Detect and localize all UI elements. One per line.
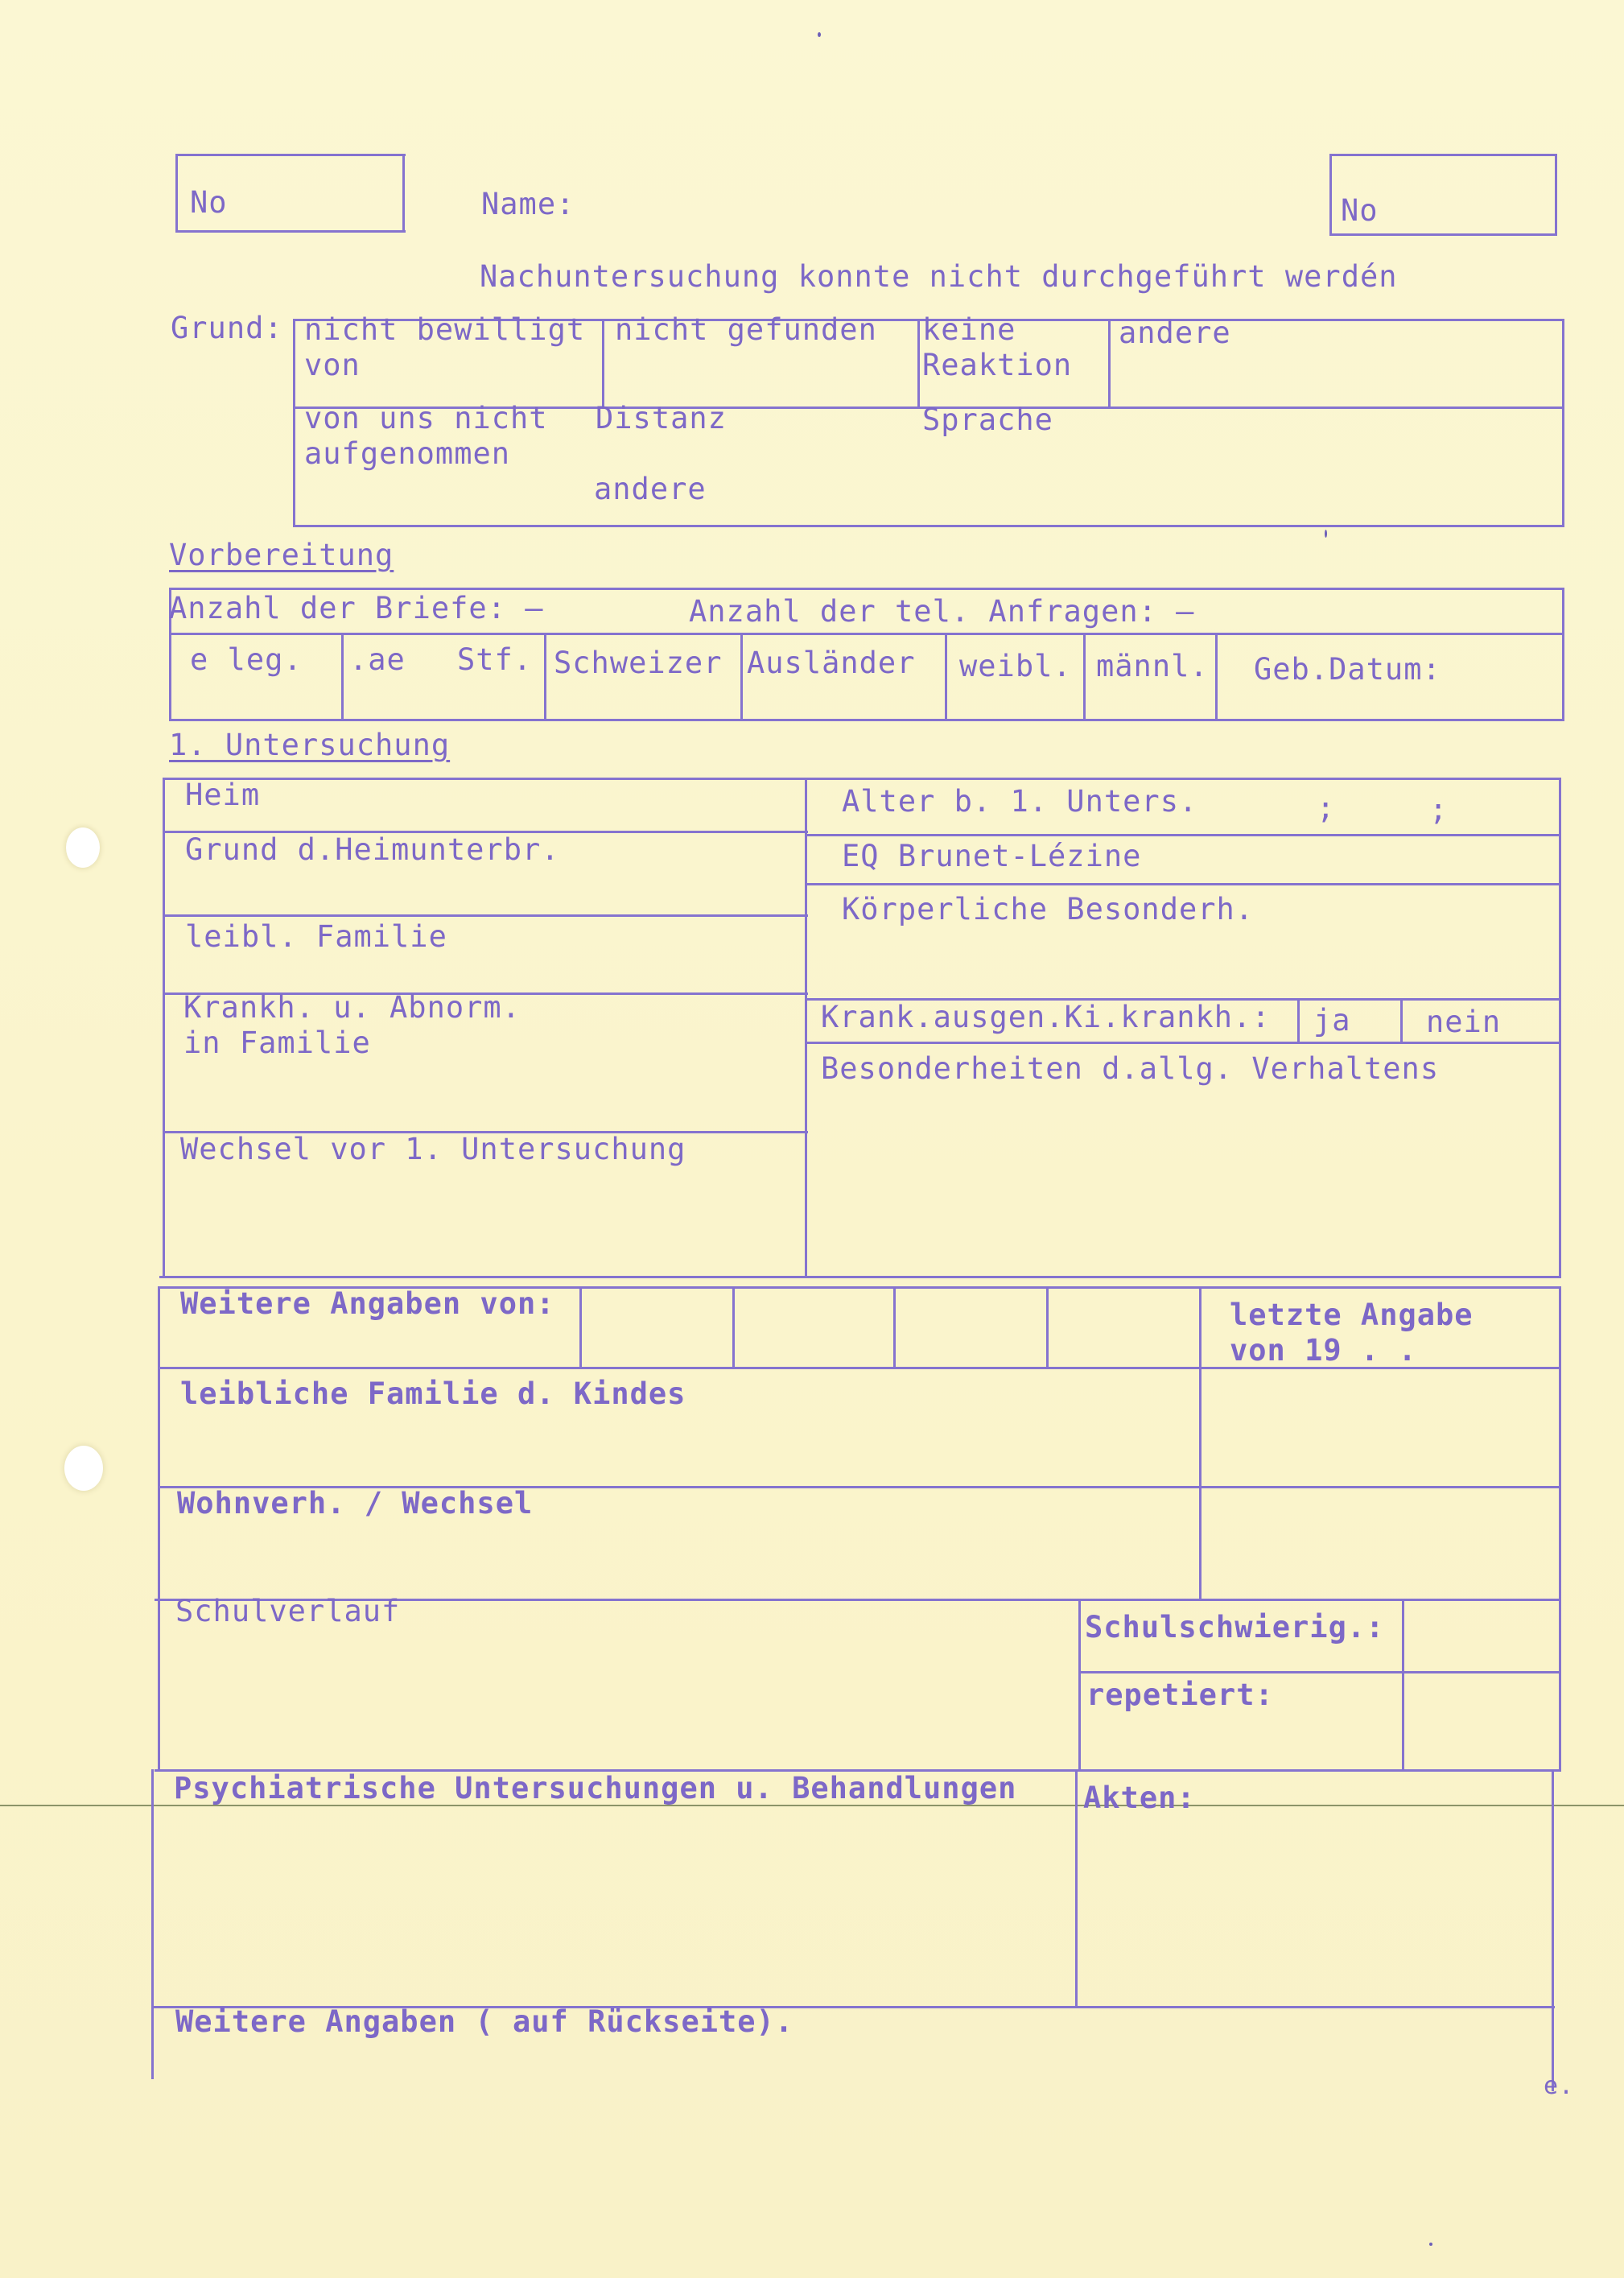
nein-label: nein (1426, 1005, 1502, 1039)
unt-right-1 (807, 834, 1561, 836)
grund-bottom (293, 525, 1564, 527)
unt-right-2 (807, 883, 1561, 885)
ink-speck (1429, 2243, 1432, 2246)
weit-schul-l (1078, 1599, 1081, 1769)
unt-left-2 (163, 914, 808, 917)
weitere-angaben-von: Weitere Angaben von: (180, 1286, 555, 1321)
name-label: Name: (481, 187, 575, 221)
weitere-angaben-rueckseite: Weitere Angaben ( auf Rückseite). (175, 2004, 794, 2039)
vorb-mid (169, 633, 1564, 635)
grund-nicht-gefunden: nicht gefunden (615, 312, 877, 347)
unt-nein-l (1400, 998, 1403, 1042)
grund-l (293, 319, 295, 526)
followup-note: Nachuntersuchung konnte nicht durchgeführt werdén (480, 259, 1398, 294)
weit-schul-div (1078, 1671, 1561, 1673)
weit-hdr-2 (732, 1286, 735, 1368)
grund-keine-reaktion: keine Reaktion (922, 312, 1073, 382)
e-leg: e leg. (190, 642, 303, 677)
vorb-div5 (1083, 633, 1086, 720)
koerperliche-besonderh: Körperliche Besonderh. (842, 892, 1255, 926)
grund-heimunterbr: Grund d.Heimunterbr. (185, 832, 560, 867)
grund-nicht-aufgenommen: von uns nicht aufgenommen (304, 401, 548, 471)
semicolon-2: ; (1429, 792, 1449, 827)
grund-sprache: Sprache (922, 402, 1053, 437)
anzahl-anfragen: Anzahl der tel. Anfragen: — (689, 594, 1195, 629)
unt-r (1559, 778, 1561, 1277)
unt-ja-l (1297, 998, 1300, 1042)
wechsel-vor: Wechsel vor 1. Untersuchung (180, 1132, 686, 1166)
unt-mid (805, 778, 807, 1277)
semicolon-1: ; (1317, 790, 1336, 825)
grund-andere-1: andere (1119, 316, 1231, 350)
no-box-right-bottom (1329, 233, 1557, 236)
weit-hdr-3 (893, 1286, 896, 1368)
ja-label: ja (1313, 1003, 1351, 1038)
unt-top (163, 778, 1561, 780)
weit-letzte-l (1199, 1286, 1202, 1600)
unt-l (163, 778, 165, 1277)
vorb-div1 (341, 633, 344, 720)
anzahl-briefe: Anzahl der Briefe: — (169, 591, 544, 625)
grund-div1 (602, 319, 604, 407)
stf: Stf. (457, 642, 533, 677)
no-box-left-r (402, 154, 405, 233)
heim: Heim (185, 778, 261, 812)
weit-hdr-4 (1046, 1286, 1049, 1368)
weit-r (1559, 1286, 1561, 1769)
grund-nicht-bewilligt: nicht bewilligt von (304, 312, 586, 382)
alter: Alter b. 1. Unters. (842, 784, 1198, 819)
geb-datum: Geb.Datum: (1254, 652, 1441, 687)
weit-hdr-1 (579, 1286, 582, 1368)
no-box-left-l (175, 154, 178, 233)
eq-brunet-lezine: EQ Brunet-Lézine (842, 839, 1142, 873)
vorb-r (1562, 588, 1564, 721)
schweizer: Schweizer (554, 646, 723, 680)
wohnverh-wechsel: Wohnverh. / Wechsel (177, 1486, 534, 1521)
grund-div3 (1108, 319, 1111, 407)
corner-mark: e. (1544, 2072, 1575, 2100)
no-box-right-l (1329, 154, 1332, 236)
akten: Akten: (1083, 1781, 1196, 1815)
weit-l2 (151, 1769, 154, 2079)
vorb-div3 (740, 633, 743, 720)
krankh-abnorm: Krankh. u. Abnorm. in Familie (183, 990, 521, 1060)
no-box-right-top (1329, 154, 1557, 156)
no-box-left-bottom (175, 230, 406, 233)
schulschwierig: Schulschwierig.: (1085, 1610, 1385, 1645)
weibl: weibl. (959, 649, 1072, 683)
vorb-div4 (945, 633, 947, 720)
vorb-div2 (544, 633, 546, 720)
besonderheiten: Besonderheiten d.allg. Verhaltens (821, 1051, 1440, 1086)
grund-andere-2: andere (594, 472, 707, 506)
untersuchung-heading: 1. Untersuchung (169, 728, 451, 762)
no-box-left-top (175, 154, 406, 156)
krank-ausgen: Krank.ausgen.Ki.krankh.: (821, 1000, 1271, 1034)
ink-speck (818, 32, 821, 37)
schulverlauf: Schulverlauf (175, 1594, 401, 1628)
no-box-right-r (1555, 154, 1557, 236)
leibliche-familie-kindes: leibliche Familie d. Kindes (180, 1376, 686, 1411)
weit-r2 (1552, 1769, 1554, 2091)
weit-l (158, 1286, 160, 1769)
maennl: männl. (1096, 649, 1209, 683)
no-left-label: No (190, 185, 228, 220)
weit-schul-r (1402, 1599, 1404, 1769)
leibl-familie: leibl. Familie (185, 919, 447, 954)
vorb-div6 (1215, 633, 1218, 720)
ae: .ae (349, 642, 406, 677)
weit-akten-l (1075, 1769, 1078, 2006)
vorb-top (169, 588, 1564, 590)
letzte-angabe: letzte Angabe von 19 . . (1230, 1298, 1474, 1368)
no-right-label: No (1341, 193, 1379, 228)
psychiatrische-untersuchungen: Psychiatrische Untersuchungen u. Behandlungen (174, 1771, 1017, 1805)
unt-right-4 (807, 1042, 1561, 1044)
auslaender: Ausländer (747, 646, 916, 680)
ink-speck (1325, 530, 1327, 538)
grund-r (1562, 319, 1564, 526)
grund-label: Grund: (171, 311, 283, 345)
punch-hole-top (66, 827, 100, 868)
vorbereitung-heading: Vorbereitung (169, 538, 394, 572)
repetiert: repetiert: (1086, 1678, 1274, 1712)
grund-distanz: Distanz (596, 401, 727, 435)
vorb-bottom (169, 719, 1564, 721)
unt-bottom (159, 1276, 1561, 1278)
grund-div2 (917, 319, 920, 407)
punch-hole-bottom (64, 1446, 103, 1491)
